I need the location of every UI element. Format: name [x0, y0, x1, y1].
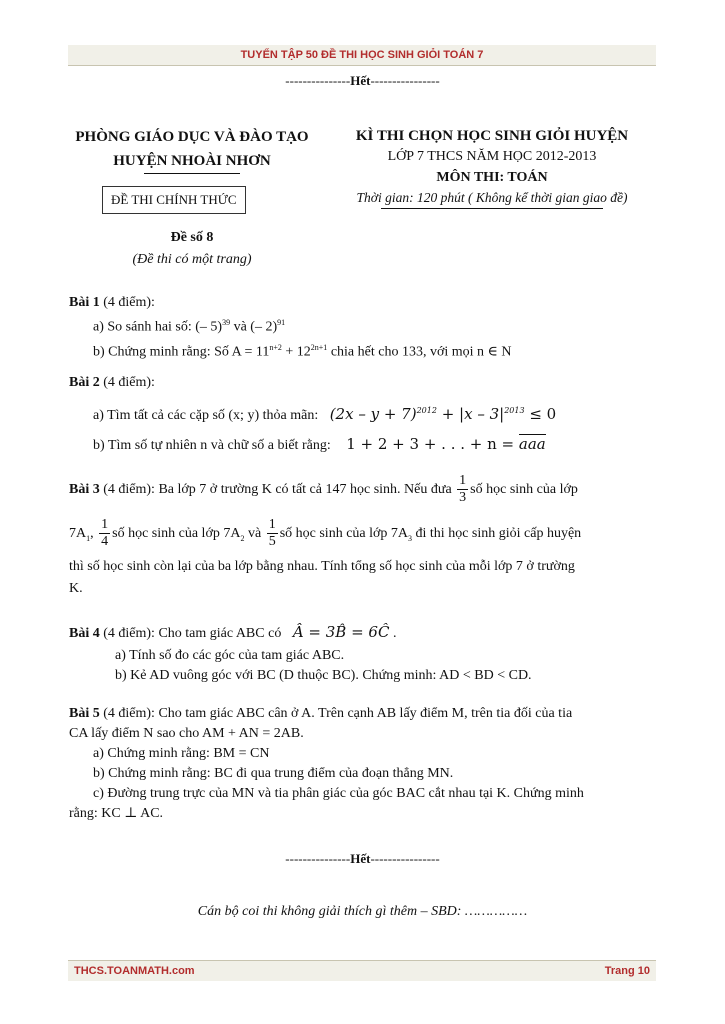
inequality-formula: $(2x - y + 7)^{2012} + |x - 3|^{2013} \le 0$ — [329, 405, 557, 423]
question-5a: a) Chứng minh rằng: BM = CN — [93, 746, 270, 761]
page-number: Trang 10 — [604, 965, 650, 977]
department-name: PHÒNG GIÁO DỤC VÀ ĐÀO TẠO HUYỆN NHOÀI NHƠN — [62, 127, 322, 174]
question-4b: b) Kẻ AD vuông góc với BC (D thuộc BC). Chứng minh: AD < BD < CD. — [115, 668, 532, 683]
end-marker: ---------------Hết---------------- — [285, 851, 440, 866]
district-underline — [144, 173, 240, 174]
running-footer — [68, 960, 656, 981]
question-5: Bài 5 (4 điểm): Cho tam giác ABC cân ở A. Trên cạnh AB lấy điểm M, trên tia đối của tia CA lấy điểm N sao cho AM + AN = 2AB. a) Chứng minh rằng: BM = CN b) Chứng minh rằng: BC đi qua trung điểm của đoạn thẳng MN. c) Đường trung trực của MN và tia phân giác của góc BAC cắt nhau tại K. Chứng minh rằng: KC ⊥ AC. — [69, 704, 655, 824]
proctor-note: Cán bộ coi thi không giải thích gì thêm – SBD: …………… — [197, 904, 528, 919]
exam-number: Đề số 8 — [170, 230, 214, 245]
fraction-one-fourth: $\frac{1}{4}$ — [101, 517, 109, 550]
question-1a: a) So sánh hai số: (– 5)$^{39}$ và (– 2)$^{91}$ — [93, 318, 286, 335]
previous-end-marker: ---------------Hết---------------- — [285, 73, 440, 88]
sum-formula: 1 + 2 + 3 + . . . + n = aaa — [346, 435, 546, 453]
question-2: Bài 2 (4 điểm): a) Tìm tất cả các cặp số (x; y) thỏa mãn: $(2x - y + 7)^{2012} + |x - 3|^{2013} \le 0$ b) Tìm số tự nhiên n và chữ số a biết rằng: 1 + 2 + 3 + . . . + n = aaa — [69, 373, 655, 458]
collection-title: TUYỂN TẬP 50 ĐỀ THI HỌC SINH GIỎI TOÁN 7 — [240, 49, 484, 61]
running-header — [68, 45, 656, 66]
district-name: HUYỆN NHOÀI NHƠN — [113, 153, 271, 169]
page-count-note: (Đề thi có một trang) — [132, 252, 252, 267]
question-4a: a) Tính số đo các góc của tam giác ABC. — [115, 648, 345, 663]
fraction-one-fifth: $\frac{1}{5}$ — [268, 517, 276, 550]
question-1b: b) Chứng minh rằng: Số $A = 11^{n+2} + 12^{2n+1}$ chia hết cho 133, với mọi n ∈ N — [93, 342, 512, 360]
fraction-one-third: $\frac{1}{3}$ — [459, 473, 467, 506]
question-4: Bài 4 (4 điểm): Cho tam giác ABC có Â = 3B̂ = 6Ĉ . a) Tính số đo các góc của tam giác ABC. b) Kẻ AD vuông góc với BC (D thuộc BC). Chứng minh: AD < BD < CD. — [69, 620, 655, 686]
exam-info: KÌ THI CHỌN HỌC SINH GIỎI HUYỆN LỚP 7 THCS NĂM HỌC 2012-2013 MÔN THI: TOÁN Thời gian: 120 phút ( Không kể thời gian giao đề) — [332, 126, 652, 209]
question-5c: c) Đường trung trực của MN và tia phân giác của góc BAC cắt nhau tại K. Chứng minh — [93, 786, 584, 801]
time-underline — [381, 208, 603, 209]
angle-relation-formula: Â = 3B̂ = 6Ĉ — [292, 623, 390, 641]
question-2b: b) Tìm số tự nhiên n và chữ số a biết rằng: 1 + 2 + 3 + . . . + n = aaa — [93, 435, 546, 453]
question-2a: a) Tìm tất cả các cặp số (x; y) thỏa mãn: $(2x - y + 7)^{2012} + |x - 3|^{2013} \le 0$ — [93, 405, 557, 423]
site-name: THCS.TOANMATH.com — [74, 965, 195, 977]
question-5b: b) Chứng minh rằng: BC đi qua trung điểm của đoạn thẳng MN. — [93, 766, 454, 781]
official-exam-box: ĐỀ THI CHÍNH THỨC — [102, 186, 246, 214]
question-1: Bài 1 (4 điểm): a) So sánh hai số: (– 5)$^{39}$ và (– 2)$^{91}$ b) Chứng minh rằng: Số $A = 11^{n+2} + 12^{2n+1}$ chia hết cho 133, với mọi n ∈ N — [69, 293, 655, 362]
question-3: Bài 3 (4 điểm): Ba lớp 7 ở trường K có tất cả 147 học sinh. Nếu đưa $\frac{1}{3}$ số học sinh của lớp $7A_1$, $\frac{1}{4}$ số học sinh của lớp $7A_2$ và $\frac{1}{5}$ số học sinh của lớp $7A_3$ đi thi học sinh giỏi cấp huyện thì số học sinh còn lại của ba lớp bằng nhau. Tính tổng số học sinh của mỗi lớp 7 ở trường K. — [69, 473, 582, 596]
